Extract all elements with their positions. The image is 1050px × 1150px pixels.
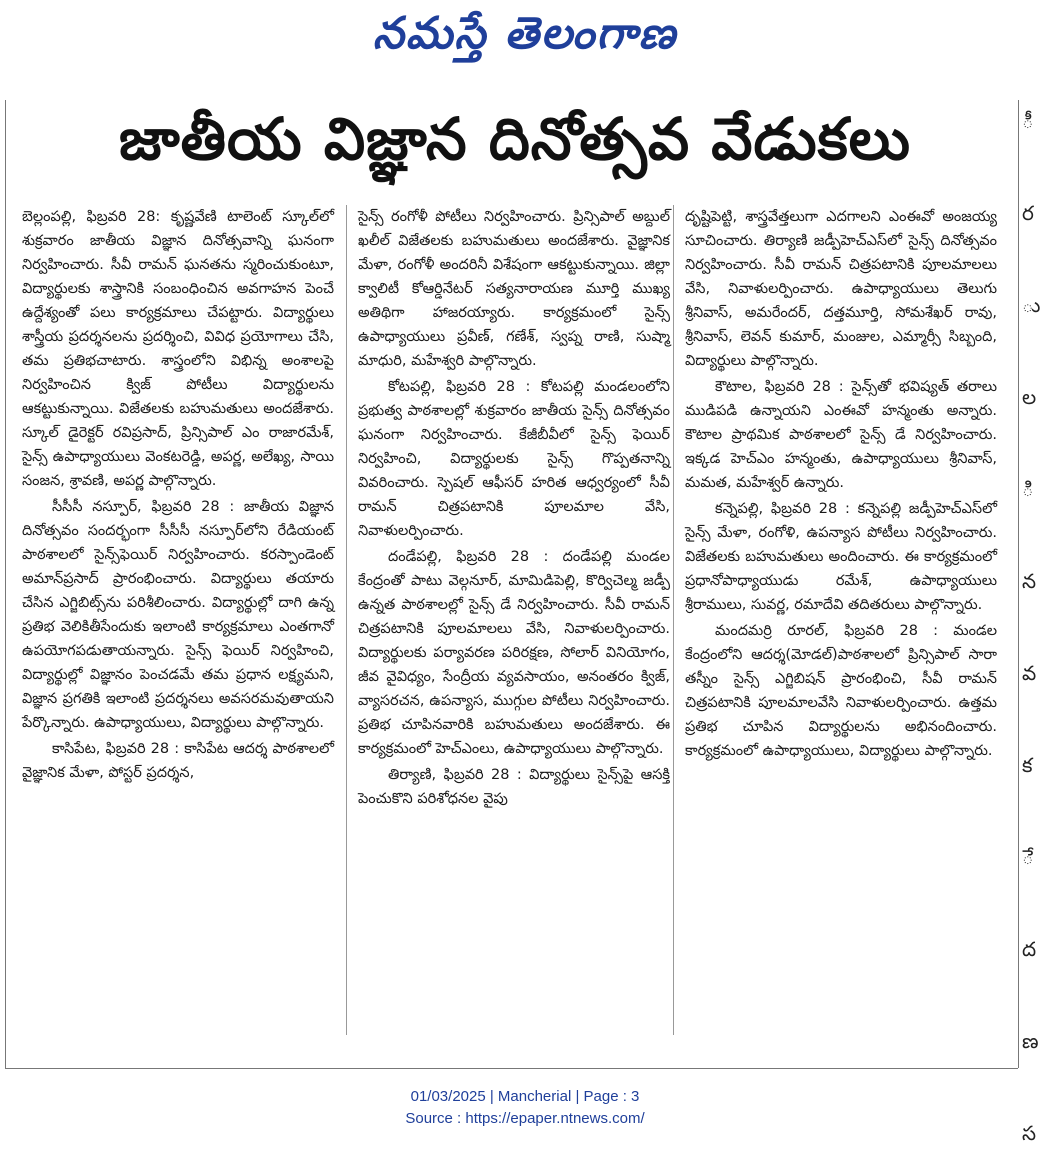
paragraph-kotapalli: కోటపల్లి, ఫిబ్రవరి 28 : కోటపల్లి మండలంలోని ప్రభుత్వ పాఠశాలల్లో శుక్రవారం జాతీయ సైన్స్ దినోత్సవం ఘనంగా నిర్వహించారు. కేజీబీవీలో సైన్స్ ఫెయిర్ నిర్వహించి, విద్యార్థులకు సైన్స్ గొప్పతనాన్ని వివరించారు. స్పెషల్ ఆఫీసర్ హరిత ఆధ్వర్యంలో సీవీ రామన్ చిత్రపటానికి పూలమాల వేసి, నివాళులర్పించారు. — [358, 379, 670, 539]
paragraph-kasipet: కాసిపేట, ఫిబ్రవరి 28 : కాసిపేట ఆదర్శ పాఠశాలలో వైజ్ఞానిక మేళా, పోస్టర్ ప్రదర్శన, — [22, 741, 334, 781]
margin-fragment: ు — [1022, 293, 1041, 317]
paragraph-kautala: కౌటాల, ఫిబ్రవరి 28 : సైన్స్‌తో భవిష్యత్ తరాలు ముడిపడి ఉన్నాయని ఎంఈవో హన్మంతు అన్నారు. కౌటాల ప్రాథమిక పాఠశాలలో సైన్స్ డే నిర్వహించారు. ఇక్కడ హెచ్‌ఎం హన్మంతు, ఉపాధ్యాయులు శ్రీనివాస్, మమత, మహేశ్వర్ ఉన్నారు. — [685, 379, 997, 491]
margin-fragment: ి — [1022, 477, 1034, 501]
article-column-2 — [358, 205, 670, 1035]
page-border-right — [1018, 100, 1019, 1068]
paragraph-tiryani-continued: దృష్టిపెట్టి, శాస్త్రవేత్తలుగా ఎదగాలని ఎంఈవో అంజయ్య సూచించారు. తిర్యాణి జడ్పీహెచ్‌ఎస్‌లో సైన్స్ దినోత్సవం నిర్వహించారు. సీవీ రామన్ చిత్రపటానికి పూలమాలలు వేసి, నివాళులర్పించారు. ఉపాధ్యాయులు తెలుగు శ్రీనివాస్, అమరేందర్, దత్తమూర్తి, సోమశేఖర్ రావు, శ్రీనివాస్, లెవన్ కుమార్, మంజుల, ఎమ్మార్సీ సిబ్బంది, విద్యార్థులు పాల్గొన్నారు. — [685, 209, 997, 369]
column-divider — [673, 205, 674, 1035]
masthead-logo: నమస్తే తెలంగాణ — [372, 8, 678, 59]
paragraph-tiryani: తిర్యాణి, ఫిబ్రవరి 28 : విద్యార్థులు సైన్స్‌పై ఆసక్తి పెంచుకొని పరిశోధనల వైపు — [358, 767, 670, 807]
article-column-3 — [685, 205, 997, 1035]
page-footer — [0, 1086, 1050, 1130]
margin-fragment: క — [1022, 753, 1033, 777]
margin-fragment: ణ — [1022, 1029, 1039, 1053]
paragraph-dandepalli: దండేపల్లి, ఫిబ్రవరి 28 : దండేపల్లి మండల కేంద్రంతో పాటు వెల్గనూర్, మామిడిపెల్లి, కొర్విచెల్మ జడ్పీ ఉన్నత పాఠశాలల్లో సైన్స్ డే నిర్వహించారు. సీవీ రామన్ చిత్రపటానికి పూలమాలలు వేసి, నివాళులర్పించారు. విద్యార్థులకు పర్యావరణ పరిరక్షణ, సోలార్ వినియోగం, జీవ వైవిధ్యం, సేంద్రీయ వ్యవసాయం, అనంతరం క్విజ్, వ్యాసరచన, ఉపన్యాస, ముగ్గుల పోటీలు నిర్వహించారు. ప్రతిభ చూపినవారికి బహుమతులు అందజేశారు. ఈ కార్యక్రమంలో హెచ్‌ఎంలు, ఉపాధ్యాయులు పాల్గొన్నారు. — [358, 549, 670, 757]
margin-fragment: ే — [1022, 845, 1034, 869]
paragraph-bellampalli: బెల్లంపల్లి, ఫిబ్రవరి 28: కృష్ణవేణి టాలెంట్ స్కూల్‌లో శుక్రవారం జాతీయ విజ్ఞాన దినోత్సవాన్ని ఘనంగా నిర్వహించారు. సీవీ రామన్ ఘనతను స్మరించుకుంటూ, విద్యార్థులకు శాస్త్రానికి సంబంధించిన అవగాహన పెంచే ఉద్దేశ్యంతో పలు కార్యక్రమాలు చేపట్టారు. విద్యార్థులు శాస్త్రీయ ప్రదర్శనలను ప్రదర్శించి, వివిధ ప్రయోగాలు చేసి, తమ ప్రతిభచాటారు. శాస్త్రంలోని విభిన్న అంశాలపై నిర్వహించిన క్విజ్ పోటీలు విద్యార్థులను ఆకట్టుకున్నాయి. విజేతలకు బహుమతులు అందజేశారు. స్కూల్ డైరెక్టర్ రవిప్రసాద్, ప్రిన్సిపాల్ ఎం రాజారమేశ్, సైన్స్ ఉపాధ్యాయులు వెంకటరెడ్డి, అపర్ణ, అలేఖ్య, సాయి సంజన, శ్రావణి, అపర్ణ పాల్గొన్నారు. — [22, 209, 334, 489]
paragraph-kasipet-continued: సైన్స్ రంగోళీ పోటీలు నిర్వహించారు. ప్రిన్సిపాల్ అబ్దుల్ ఖలీల్ విజేతలకు బహుమతులు అందజేశారు. వైజ్ఞానిక మేళా, రంగోళీ అందరినీ విశేషంగా ఆకట్టుకున్నాయి. జిల్లా క్వాలిటీ కోఆర్డినేటర్ సత్యనారాయణ మూర్తి ముఖ్య అతిథిగా హాజరయ్యారు. కార్యక్రమంలో సైన్స్ ఉపాధ్యాయులు ప్రవీణ్, గణేశ్, స్వప్న రాణి, సుష్మా మాధురి, మహేశ్వరి పాల్గొన్నారు. — [358, 209, 670, 369]
footer-source-link[interactable]: Source : https://epaper.ntnews.com/ — [405, 1110, 645, 1127]
margin-fragment: ీ — [1022, 109, 1034, 133]
footer-date-edition-page: 01/03/2025 | Mancherial | Page : 3 — [410, 1088, 640, 1105]
margin-fragment: ద — [1022, 937, 1037, 961]
article-column-1 — [22, 205, 334, 1035]
margin-fragment: న — [1022, 569, 1037, 593]
paragraph-mandamarri-rural: మందమర్రి రూరల్, ఫిబ్రవరి 28 : మండల కేంద్రంలోని ఆదర్శ(మోడల్)పాఠశాలలో ప్రిన్సిపాల్ సారా తస్నీం సైన్స్ ఎగ్జిబిషన్ ప్రారంభించి, సీవీ రామన్ చిత్రపటానికి పూలమాలవేసి నివాళులర్పించారు. ఉత్తమ ప్రతిభ చూపిన విద్యార్థులను అభినందించారు. కార్యక్రమంలో ఉపాధ్యాయులు, విద్యార్థులు పాల్గొన్నారు. — [685, 623, 997, 759]
margin-fragment: ల — [1022, 385, 1037, 409]
paragraph-ccc-naspur: సీసీసీ నస్పూర్, ఫిబ్రవరి 28 : జాతీయ విజ్ఞాన దినోత్సవం సందర్భంగా సీసీసీ నస్పూర్‌లోని రేడియంట్ పాఠశాలలో సైన్స్‌ఫెయిర్ నిర్వహించారు. కరస్పాండెంట్ అమాన్‌ప్రసాద్ ప్రారంభించారు. విద్యార్థులు తయారు చేసిన ఎగ్జిబిట్స్‌ను పరిశీలించారు. విద్యార్థుల్లో దాగి ఉన్న ప్రతిభ వెలికితీసేందుకు ఇలాంటి కార్యక్రమాలు ఎంతగానో ఉపయోగపడుతాయన్నారు. సైన్స్ ఫెయిర్ నిర్వహించి, విద్యార్థుల్లో విజ్ఞానం పెంచడమే తమ ప్రధాన లక్ష్యమని, విజ్ఞాన ప్రగతికి ఇలాంటి ప్రదర్శనలు అవసరమవుతాయని పేర్కొన్నారు. ఉపాధ్యాయులు, విద్యార్థులు పాల్గొన్నారు. — [22, 499, 334, 731]
page-border-left — [5, 100, 6, 1068]
margin-fragment: స — [1022, 1121, 1037, 1145]
masthead — [0, 8, 1050, 70]
column-divider — [346, 205, 347, 1035]
margin-fragment: వ — [1022, 661, 1037, 685]
page-border-bottom — [5, 1068, 1018, 1069]
margin-fragment: ర — [1022, 201, 1034, 225]
paragraph-kannepalli: కన్నెపల్లి, ఫిబ్రవరి 28 : కన్నెపల్లి జడ్పీహెచ్‌ఎస్‌లో సైన్స్ మేళా, రంగోళి, ఉపన్యాస పోటీలు నిర్వహించారు. విజేతలకు బహుమతులు అందించారు. ఈ కార్యక్రమంలో ప్రధానోపాధ్యాయుడు రమేశ్, ఉపాధ్యాయులు శ్రీరాములు, సువర్ణ, రమాదేవి తదితరులు పాల్గొన్నారు. — [685, 501, 997, 613]
adjacent-article-fragments — [1022, 109, 1050, 1145]
article-headline: జాతీయ విజ్ఞాన దినోత్సవ వేడుకలు — [119, 105, 911, 173]
article-body — [22, 205, 1012, 1035]
